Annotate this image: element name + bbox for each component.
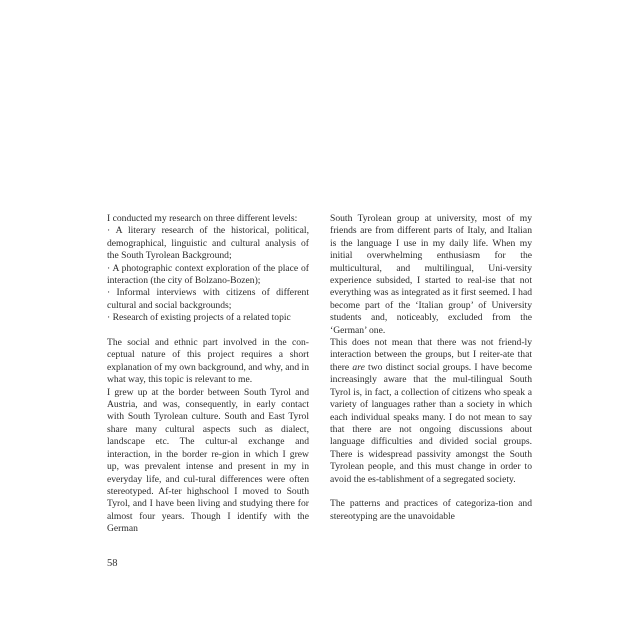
body-paragraph: South Tyrolean group at university, most of my friends are from different parts of Italy, and Italian is the language I use in my daily life. When my initial overwhelming enthusiasm for the multicultural, and multilingual, Uni-versity experience subsided, I started to real-ise that not everything was as integrated as it first seemed. I had become part of the ‘Italian group’ of University students and, noticeably, excluded from the ‘German’ one.: [330, 213, 532, 336]
paragraph-text: two distinct social groups. I have become increasingly aware that the mul-tilingual South Tyrol is, in fact, a collection of citizens who speak a variety of languages rather than a society in which each individual speaks many. I do not mean to say that there are not ongoing discussions about language difficulties and divided social groups. There is widespread passivity amongst the South Tyrolean people, and this must change in order to avoid the es-tablishment of a segregated society.: [330, 361, 532, 485]
page-number: 58: [107, 558, 118, 569]
research-level-item: · Research of existing projects of a related topic: [107, 312, 291, 324]
research-level-item: · Informal interviews with citizens of different cultural and social backgrounds;: [107, 287, 309, 311]
research-level-item: · A literary research of the historical, political, demographical, linguistic and cultural analysis of the South Tyrolean Background;: [107, 225, 309, 262]
research-levels-intro: I conducted my research on three different levels:: [107, 213, 298, 224]
body-paragraph: I grew up at the border between South Tyrol and Austria, and was, consequently, in early contact with South Tyrolean culture. South and East Tyrol share many cultural aspects such as dialect, landscape etc. The cultur-al exchange and interaction, in the border re-gion in which I grew up, was prevalent intense and present in my in everyday life, and cul-tural differences were often stereotyped. Af-ter highschool I moved to South Tyrol, and I have been living and studying there for almost four years. Though I identify with the German: [107, 386, 309, 535]
emphasized-word: are: [352, 361, 365, 373]
body-paragraph: The patterns and practices of categoriza-tion and stereotyping are the unavoidable: [330, 498, 532, 522]
right-text-column: [330, 213, 532, 523]
paragraph-text: This does not mean that there was not friend-ly interaction between the groups, but I reiter-ate that there: [330, 337, 532, 373]
left-text-column: [107, 213, 309, 536]
research-level-item: · A photographic context exploration of the place of interaction (the city of Bolzano-Bozen);: [107, 262, 309, 287]
body-paragraph: The social and ethnic part involved in the con-ceptual nature of this project requires a short explanation of my own background, and why, and in what way, this topic is relevant to me.: [107, 337, 309, 386]
body-paragraph: [330, 337, 532, 486]
